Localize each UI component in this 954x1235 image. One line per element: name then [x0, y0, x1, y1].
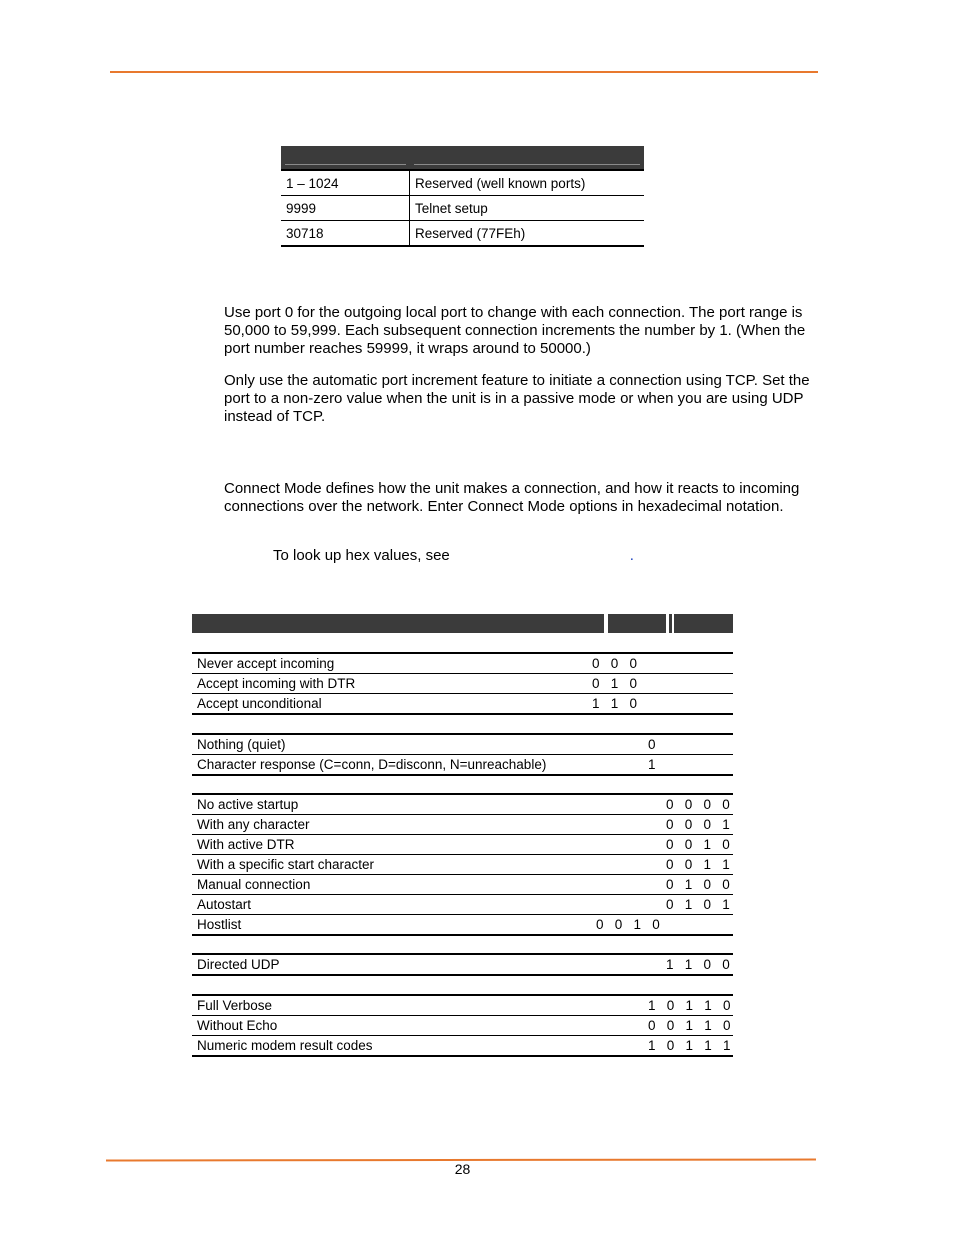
table-row [192, 895, 733, 915]
header-rule [110, 71, 818, 73]
option-label: Manual connection [197, 877, 311, 892]
option-label: Without Echo [197, 1018, 278, 1033]
option-bits: 0 0 0 1 [666, 817, 730, 832]
port-use-cell: Telnet setup [410, 196, 645, 221]
option-label: With active DTR [197, 837, 295, 852]
option-bits: 1 [648, 757, 656, 772]
table-row [192, 755, 733, 776]
option-bits: 0 0 1 1 [666, 857, 730, 872]
option-label: Numeric modem result codes [197, 1038, 373, 1053]
table-row [192, 1016, 733, 1036]
option-label: No active startup [197, 797, 299, 812]
option-label: Autostart [197, 897, 252, 912]
table-row [192, 674, 733, 694]
port-use-cell: Reserved (77FEh) [410, 221, 645, 247]
port-number-cell: 9999 [281, 196, 410, 221]
hex-reference-link[interactable]: . [629, 547, 634, 564]
table-row [192, 735, 733, 755]
datagram-type-group [192, 953, 733, 976]
page-number: 28 [454, 1161, 471, 1177]
incoming-connection-group [192, 652, 733, 715]
option-bits: 0 1 0 [592, 676, 638, 691]
table-row [192, 795, 733, 815]
connect-mode-table-header [192, 614, 733, 633]
table-row [192, 996, 733, 1016]
option-label: With a specific start character [197, 857, 375, 872]
table-row [192, 694, 733, 715]
response-group [192, 733, 733, 776]
table-row [192, 915, 733, 936]
option-bits: 1 0 1 1 0 [648, 998, 731, 1013]
option-bits: 0 1 0 0 [666, 877, 730, 892]
table-row [192, 855, 733, 875]
port-zero-paragraph: Use port 0 for the outgoing local port to change with each connection. The port range is 50,000 to 59,999. Each subsequent connection increments the number by 1. (When the port number reaches 59999, it wraps around to 50000.) [224, 304, 806, 357]
table-row [281, 221, 644, 247]
option-bits: 1 0 1 1 1 [648, 1038, 731, 1053]
option-bits: 0 1 0 1 [666, 897, 730, 912]
port-use-cell: Reserved (well known ports) [410, 170, 645, 196]
hex-note [273, 547, 634, 565]
option-bits: 0 0 1 1 0 [648, 1018, 731, 1033]
option-label: Full Verbose [197, 998, 273, 1013]
hex-note-text: To look up hex values, see [273, 547, 450, 564]
modem-mode-group [192, 994, 733, 1057]
table-row [192, 835, 733, 855]
option-label: Never accept incoming [197, 656, 335, 671]
table-row [192, 875, 733, 895]
option-bits: 0 [648, 737, 656, 752]
option-label: Character response (C=conn, D=disconn, N=unreachable) [197, 757, 547, 772]
port-table-header [281, 146, 644, 170]
table-row [192, 815, 733, 835]
option-label: Directed UDP [197, 957, 280, 972]
port-number-cell: 1 – 1024 [281, 170, 410, 196]
table-row [192, 1036, 733, 1057]
option-bits: 1 1 0 0 [666, 957, 730, 972]
option-label: Accept incoming with DTR [197, 676, 356, 691]
table-row [192, 955, 733, 976]
table-row [281, 170, 644, 196]
option-bits: 0 0 1 0 [666, 837, 730, 852]
option-bits: 0 0 1 0 [596, 917, 660, 932]
connect-mode-paragraph: Connect Mode defines how the unit makes a connection, and how it reacts to incoming connections over the network. Enter Connect Mode options in hexadecimal notation. [224, 480, 800, 515]
option-label: Nothing (quiet) [197, 737, 286, 752]
port-increment-paragraph: Only use the automatic port increment feature to initiate a connection using TCP. Set the port to a non-zero value when the unit is in a passive mode or when you are using UDP instead of TCP. [224, 372, 810, 425]
port-number-cell: 30718 [281, 221, 410, 247]
port-table [281, 146, 644, 247]
option-bits: 0 0 0 0 [666, 797, 730, 812]
option-label: With any character [197, 817, 310, 832]
option-label: Accept unconditional [197, 696, 322, 711]
table-row [281, 196, 644, 221]
option-bits: 1 1 0 [592, 696, 638, 711]
table-row [192, 654, 733, 674]
option-label: Hostlist [197, 917, 242, 932]
option-bits: 0 0 0 [592, 656, 638, 671]
active-startup-group [192, 793, 733, 936]
